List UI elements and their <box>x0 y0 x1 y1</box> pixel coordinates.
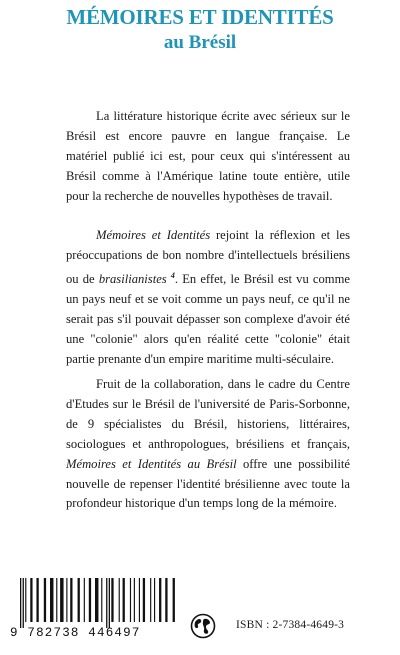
barcode-bar <box>111 578 113 622</box>
paragraph-2-text-a: rejoint la réflexion et les préoccupations de bon nombre d'intellectuels brésiliens ou de <box>66 228 350 286</box>
barcode-bar <box>154 578 155 622</box>
barcode-bar <box>56 578 57 622</box>
blurb-paragraph-3 <box>66 375 350 514</box>
barcode-bar <box>66 578 67 622</box>
barcode-bar <box>123 578 125 622</box>
barcode-bar <box>95 578 98 622</box>
barcode-bar <box>30 578 32 622</box>
barcode-bar <box>139 578 140 622</box>
barcode-bar <box>130 578 131 622</box>
barcode-bar <box>106 578 107 628</box>
paragraph-3-text-b: offre une possibilité nouvelle de repenser l'identité brésilienne avec toute la profondeur historique d'un temps long de la mémoire. <box>66 456 350 511</box>
barcode-bar <box>159 578 161 622</box>
barcode-bar <box>20 578 21 628</box>
barcode-bar <box>134 578 135 622</box>
book-title-italic-2: Mémoires et Identités au Brésil <box>66 456 237 471</box>
barcode-bar <box>150 578 151 622</box>
barcode-bar <box>173 578 175 622</box>
barcode-bar <box>119 578 120 622</box>
barcode-bar <box>109 578 110 628</box>
isbn-barcode <box>10 578 180 644</box>
paragraph-3-text-a: Fruit de la collaboration, dans le cadre du Centre d'Etudes sur le Brésil de l'université de Paris-Sorbonne, de 9 spécialistes du Brésil, historiens, littéraires, sociologues et anthropologues, brésiliens et français, <box>66 377 350 451</box>
barcode-bar <box>78 578 80 622</box>
barcode-bar <box>70 578 72 622</box>
barcode-bar <box>84 578 85 622</box>
barcode-bars <box>18 578 176 628</box>
paragraph-3-text <box>66 375 350 514</box>
cover-subtitle: au Brésil <box>163 32 237 53</box>
barcode-bar <box>165 578 167 622</box>
paragraph-1-text: La littérature historique écrite avec sérieux sur le Brésil est encore pauvre en langue française. Le matériel publié ici est, pour ceux qui s'intéressent au Brésil comme à l'Amérique latine toute entière, utile pour la recherche de nouvelles hypothèses de travail. <box>66 109 350 203</box>
paragraph-2-text <box>66 226 350 370</box>
blurb-paragraph-2 <box>66 226 350 370</box>
barcode-bar <box>143 578 145 622</box>
globe-logo-icon <box>190 613 216 639</box>
barcode-bar <box>101 578 102 622</box>
blurb-paragraph-1 <box>66 107 350 207</box>
barcode-bar <box>25 578 26 622</box>
barcode-bar <box>23 578 24 628</box>
barcode-bar <box>89 578 91 622</box>
barcode-bar <box>60 578 63 622</box>
barcode-digits: 9 782738 446497 <box>10 626 141 640</box>
book-title-italic: Mémoires et Identités <box>96 228 211 242</box>
cover-title: MÉMOIRES ET IDENTITÉS <box>66 5 334 29</box>
barcode-bar <box>36 578 38 622</box>
isbn-number: ISBN : 2-7384-4649-3 <box>236 619 345 631</box>
barcode-bar <box>44 578 46 622</box>
italic-term: brasilianistes <box>98 272 167 286</box>
barcode-bar <box>50 578 53 622</box>
paragraph-2-text-b: . En effet, le Brésil est vu comme un pays neuf et se voit comme un pays neuf, ce qu'il ne serait pas s'il pouvait dépasser son complexe d'avoir été une "colonie" alors qu'en réalité cette "colonie" était partie prenante d'un empire maritime multi-séculaire. <box>66 272 350 366</box>
footnote-marker: 4 <box>170 270 175 280</box>
